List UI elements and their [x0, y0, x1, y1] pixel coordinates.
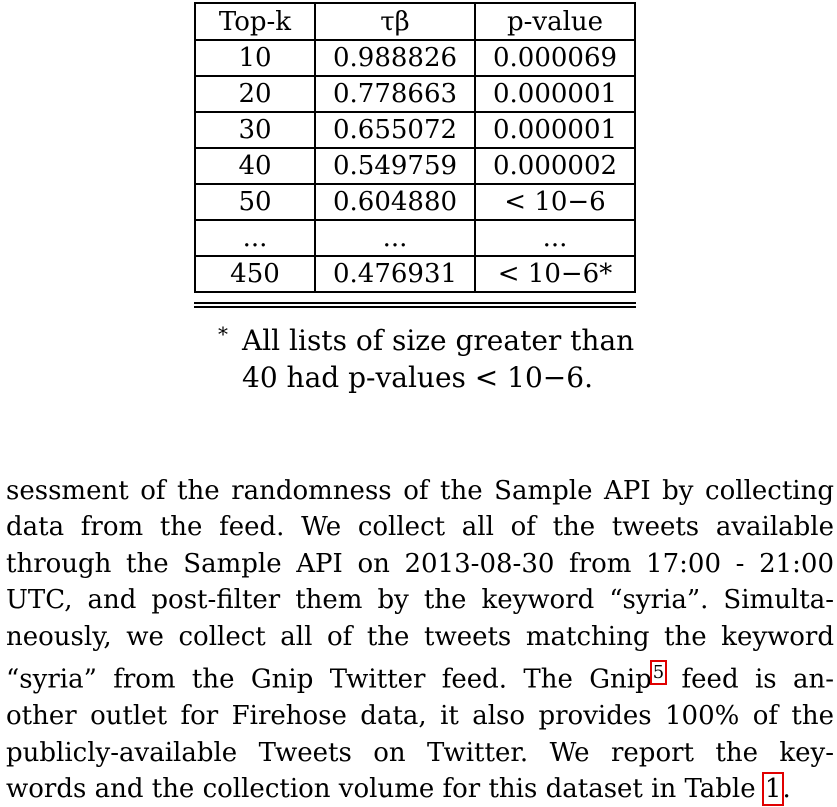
results-table	[194, 2, 636, 293]
paragraph-line: sessment of the randomness of the Sample API by collecting	[6, 476, 834, 506]
cell-tau: 0.549759	[315, 148, 475, 184]
header-p-value: p-value	[475, 3, 635, 40]
cell-top-k: ...	[195, 220, 315, 256]
header-tau-beta: τβ	[315, 3, 475, 40]
cell-top-k: 40	[195, 148, 315, 184]
paragraph-line: through the Sample API on 2013-08-30 from 17:00 - 21:00	[6, 548, 834, 579]
table-row	[195, 112, 635, 148]
cell-p: 0.000002	[475, 148, 635, 184]
cell-top-k: 10	[195, 40, 315, 76]
cell-tau: ...	[315, 220, 475, 256]
cell-p: 0.000069	[475, 40, 635, 76]
cell-p: 0.000001	[475, 76, 635, 112]
footnote-mark: *	[218, 322, 228, 346]
cell-p: 0.000001	[475, 112, 635, 148]
cell-top-k: 450	[195, 256, 315, 292]
paragraph-line	[6, 771, 834, 807]
body-paragraph	[6, 473, 834, 807]
paragraph-line: data from the feed. We collect all of the tweets available	[6, 512, 834, 543]
header-top-k: Top-k	[195, 3, 315, 40]
footnote-line-2: 40 had p-values < 10−6.	[242, 361, 593, 394]
period: .	[782, 773, 791, 804]
footnote-ref-link[interactable]: 5	[652, 662, 665, 684]
footnote-line-1: All lists of size greater than	[242, 324, 635, 357]
paragraph-line-tail: feed is an-	[681, 664, 834, 695]
paragraph-line	[6, 655, 834, 698]
table-row	[195, 256, 635, 292]
table-footnote	[218, 322, 638, 396]
paragraph-line: UTC, and post-filter them by the keyword “syria”. Simulta-	[6, 585, 834, 616]
cell-p: ...	[475, 220, 635, 256]
table-ref-link[interactable]: 1	[764, 773, 782, 804]
cell-top-k: 30	[195, 112, 315, 148]
paragraph-line: publicly-available Tweets on Twitter. We report the key-	[6, 737, 834, 768]
paragraph-line-start: “syria” from the Gnip Twitter feed. The Gnip	[6, 664, 652, 695]
cell-p: < 10−6*	[475, 256, 635, 292]
table-row	[195, 76, 635, 112]
table-row	[195, 40, 635, 76]
table-header-row	[195, 3, 635, 40]
results-table-container	[194, 2, 636, 308]
cell-p: < 10−6	[475, 184, 635, 220]
cell-tau: 0.476931	[315, 256, 475, 292]
cell-top-k: 50	[195, 184, 315, 220]
paragraph-line-start: words and the collection volume for this dataset in Table	[6, 773, 756, 804]
paragraph-line: neously, we collect all of the tweets matching the keyword	[6, 621, 834, 652]
cell-top-k: 20	[195, 76, 315, 112]
table-row	[195, 220, 635, 256]
cell-tau: 0.988826	[315, 40, 475, 76]
paragraph-line: other outlet for Firehose data, it also provides 100% of the	[6, 701, 834, 732]
cell-tau: 0.778663	[315, 76, 475, 112]
table-row	[195, 148, 635, 184]
table-row	[195, 184, 635, 220]
cell-tau: 0.604880	[315, 184, 475, 220]
table-double-rule	[194, 302, 636, 308]
cell-tau: 0.655072	[315, 112, 475, 148]
